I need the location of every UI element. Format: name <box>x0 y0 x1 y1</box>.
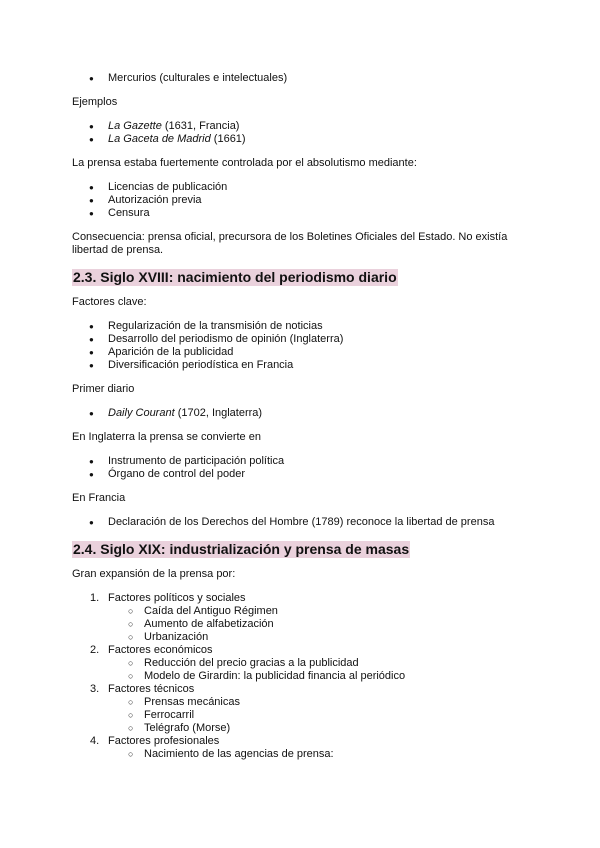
ejemplos-list <box>72 120 532 146</box>
list-item: ● Aparición de la publicidad <box>72 346 532 359</box>
newspaper-title: La Gaceta de Madrid <box>108 133 211 145</box>
sub-list <box>108 605 532 644</box>
top-bullet-list <box>72 72 532 85</box>
list-item: ● Desarrollo del periodismo de opinión (Inglaterra) <box>72 333 532 346</box>
list-item: ● Regularización de la transmisión de noticias <box>72 320 532 333</box>
list-item: ● La Gazette (1631, Francia) <box>72 120 532 133</box>
francia-label: En Francia <box>72 492 126 504</box>
primer-diario-label: Primer diario <box>72 383 135 395</box>
list-item: ● Declaración de los Derechos del Hombre (1789) reconoce la libertad de prensa <box>72 516 532 529</box>
numbered-item: 4. Factores profesionales ○ Nacimiento de las agencias de prensa: <box>72 735 532 761</box>
list-item: ● Licencias de publicación <box>72 181 532 194</box>
expansion-intro: Gran expansión de la prensa por: <box>72 568 236 580</box>
sub-item: ○ Caída del Antiguo Régimen <box>108 605 532 618</box>
section-heading-2-3: 2.3. Siglo XVIII: nacimiento del periodismo diario <box>73 269 397 285</box>
sub-item: ○ Nacimiento de las agencias de prensa: <box>108 748 532 761</box>
sub-item: ○ Aumento de alfabetización <box>108 618 532 631</box>
section-heading-2-4: 2.4. Siglo XIX: industrialización y prensa de masas <box>73 541 410 557</box>
inglaterra-label: En Inglaterra la prensa se convierte en <box>72 431 261 443</box>
numbered-item: 2. Factores económicos ○ Reducción del precio gracias a la publicidad ○ Modelo de Girardin: la publicidad financia al periódico <box>72 644 532 683</box>
sub-list <box>108 748 532 761</box>
newspaper-title: La Gazette <box>108 120 162 132</box>
primer-diario-list <box>72 407 532 420</box>
control-text: La prensa estaba fuertemente controlada por el absolutismo mediante: <box>72 157 417 169</box>
list-item: ● Autorización previa <box>72 194 532 207</box>
sub-item: ○ Modelo de Girardin: la publicidad financia al periódico <box>108 670 532 683</box>
list-item: ● Mercurios (culturales e intelectuales) <box>72 72 532 85</box>
sub-item: ○ Ferrocarril <box>108 709 532 722</box>
sub-list <box>108 657 532 683</box>
ejemplos-label: Ejemplos <box>72 96 118 108</box>
factores-list <box>72 320 532 372</box>
newspaper-title: Daily Courant <box>108 407 175 419</box>
factores-numbered-list <box>72 592 532 761</box>
list-item: ● Daily Courant (1702, Inglaterra) <box>72 407 532 420</box>
list-item: ● Diversificación periodística en Francia <box>72 359 532 372</box>
document-page <box>72 72 532 761</box>
list-item: ● Órgano de control del poder <box>72 468 532 481</box>
numbered-item: 3. Factores técnicos ○ Prensas mecánicas ○ Ferrocarril ○ Telégrafo (Morse) <box>72 683 532 735</box>
sub-item: ○ Reducción del precio gracias a la publicidad <box>108 657 532 670</box>
control-list <box>72 181 532 220</box>
list-item: ● Censura <box>72 207 532 220</box>
sub-list <box>108 696 532 735</box>
list-item: ● Instrumento de participación política <box>72 455 532 468</box>
factores-label: Factores clave: <box>72 296 147 308</box>
sub-item: ○ Telégrafo (Morse) <box>108 722 532 735</box>
sub-item: ○ Urbanización <box>108 631 532 644</box>
numbered-item: 1. Factores políticos y sociales ○ Caída del Antiguo Régimen ○ Aumento de alfabetización ○ Urbanización <box>72 592 532 644</box>
inglaterra-list <box>72 455 532 481</box>
list-item: ● La Gaceta de Madrid (1661) <box>72 133 532 146</box>
sub-item: ○ Prensas mecánicas <box>108 696 532 709</box>
consecuencia-text: Consecuencia: prensa oficial, precursora de los Boletines Oficiales del Estado. No existía libertad de prensa. <box>72 231 508 256</box>
francia-list <box>72 516 532 529</box>
